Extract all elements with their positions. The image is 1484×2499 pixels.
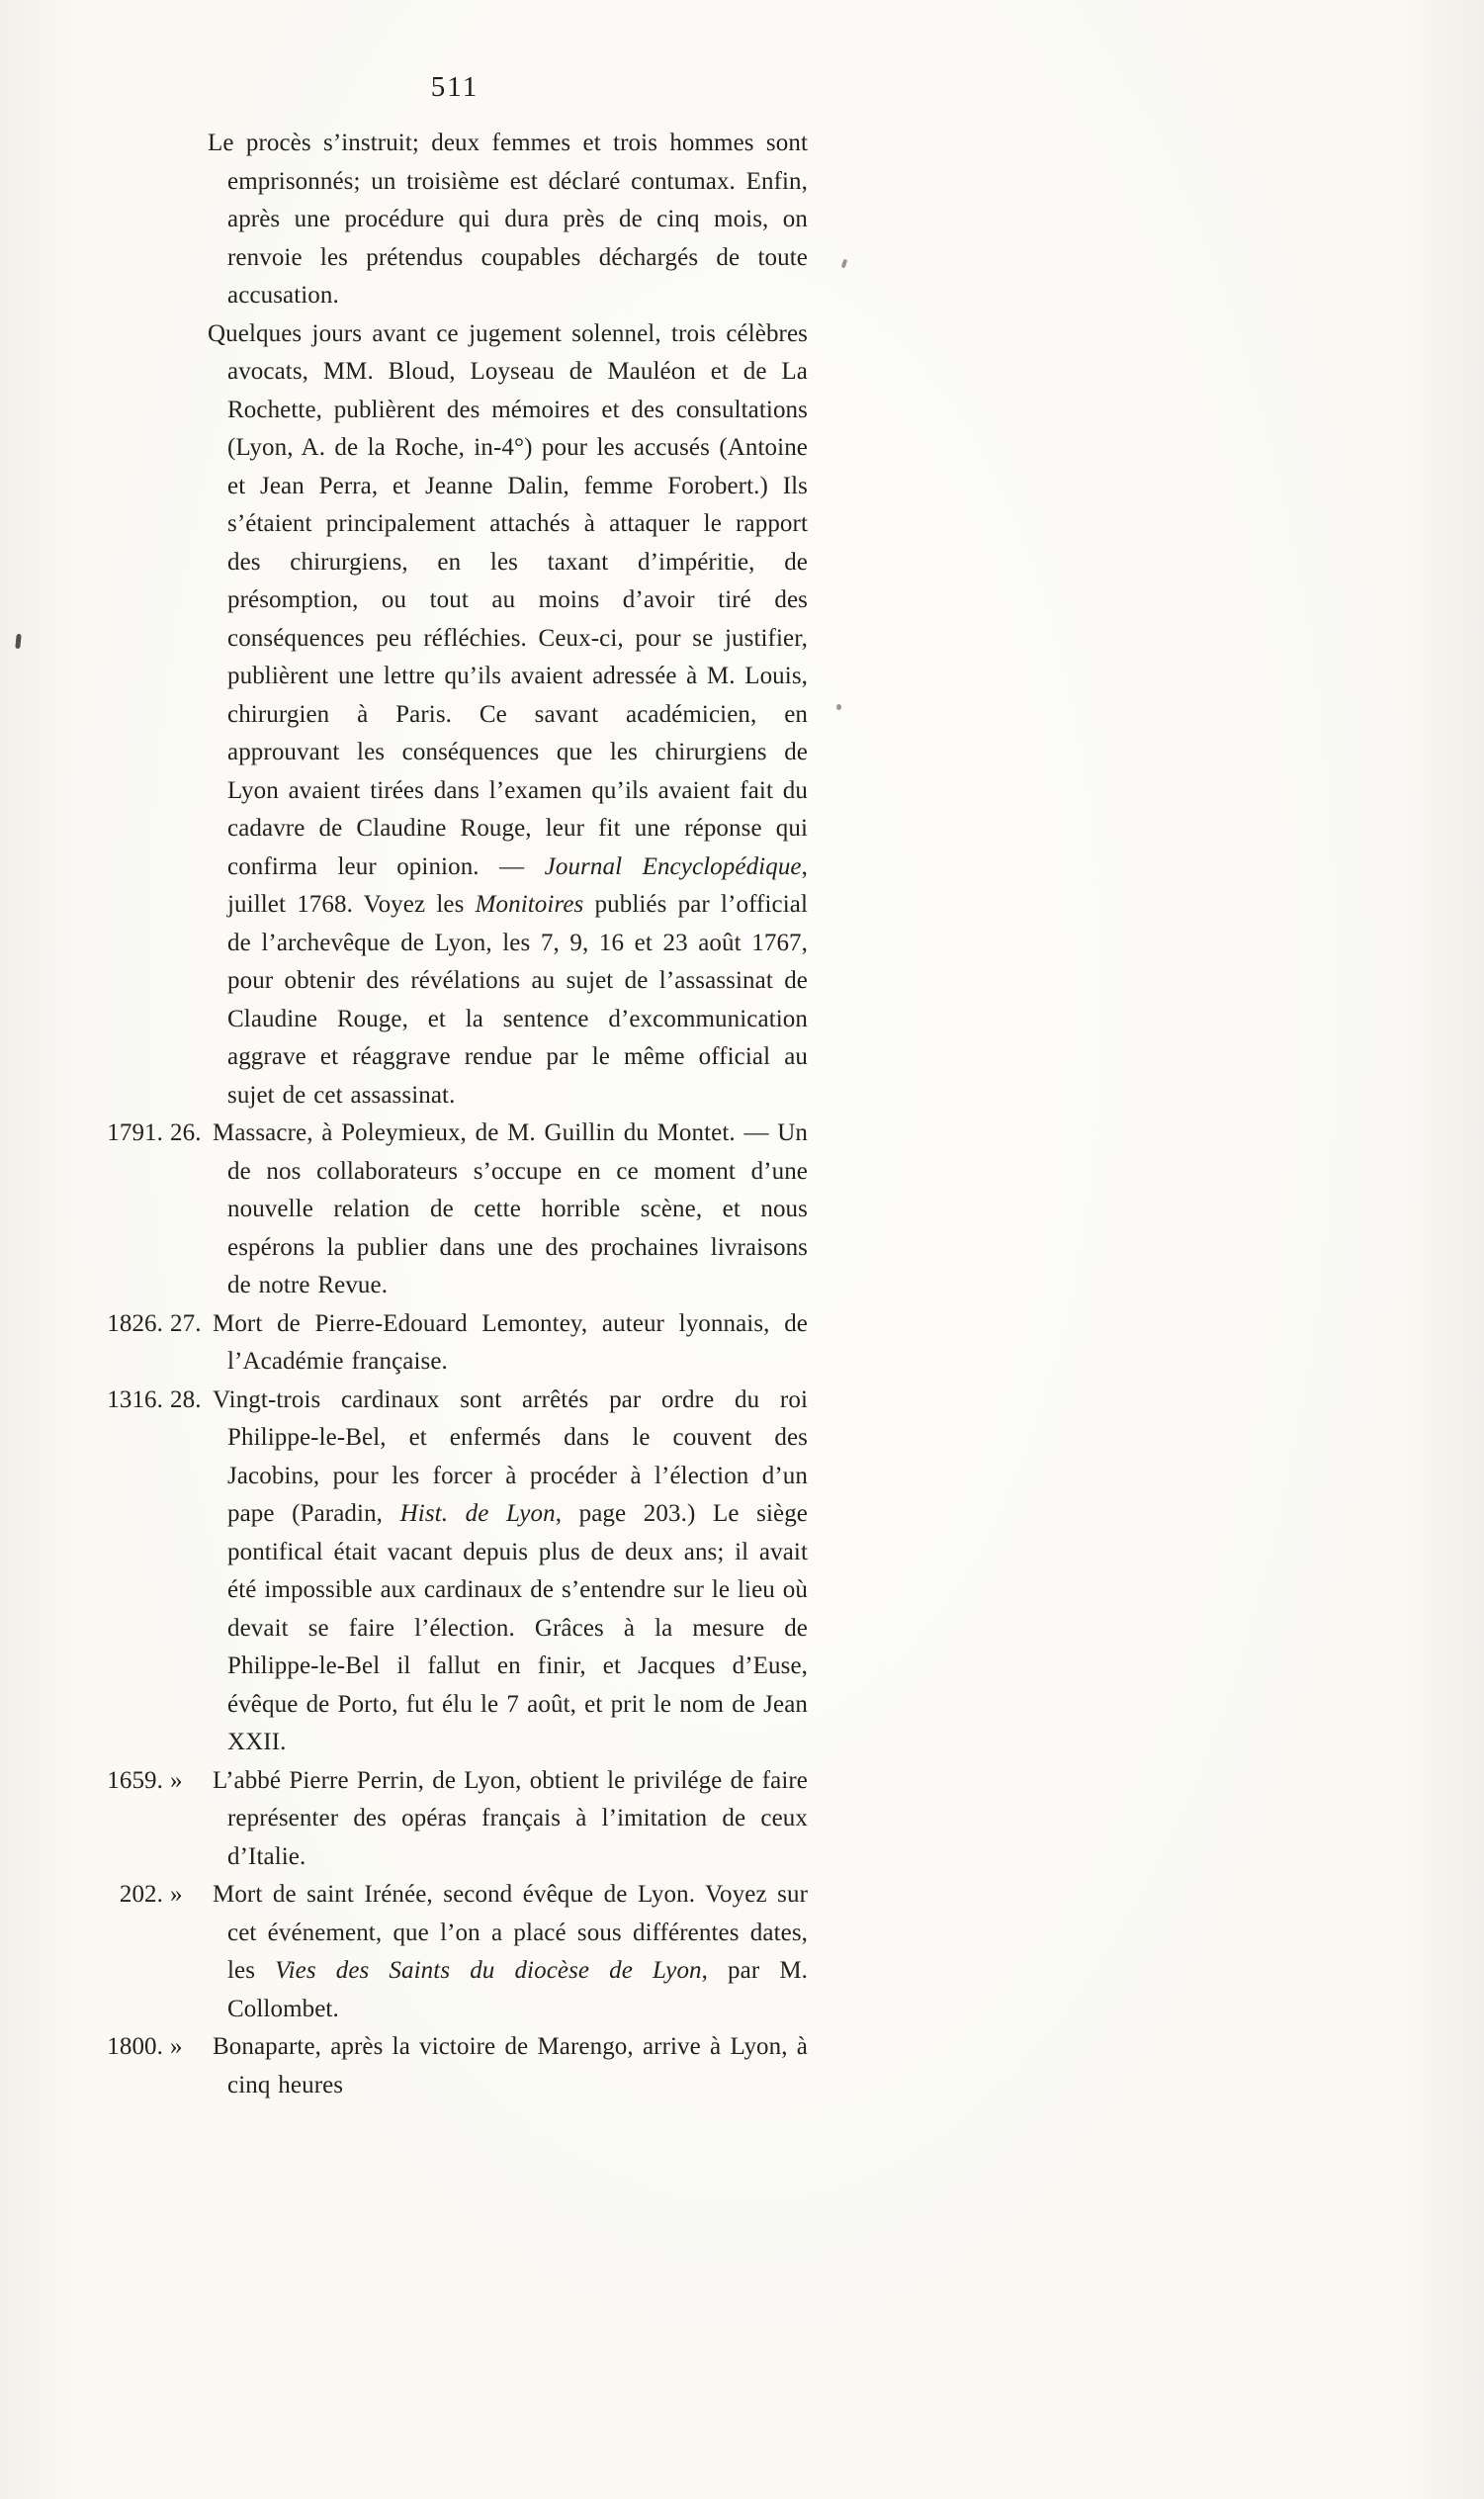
entry-year: 1791. bbox=[107, 1119, 163, 1146]
scan-speck bbox=[841, 259, 848, 269]
paragraph-avocats bbox=[104, 315, 808, 1116]
page-number: 511 bbox=[430, 71, 480, 103]
entry-year: 1659. bbox=[107, 1766, 163, 1794]
entry-1791 bbox=[104, 1115, 808, 1305]
entry-text: Mort de saint Irénée, second évêque de Lyon. Voyez sur cet événement, que l’on a placé sous différentes dates, les Vies des Saints du diocèse de Lyon, par M. Collombet. bbox=[213, 1881, 808, 2022]
entry-year: 202. bbox=[119, 1881, 163, 1908]
entry-day: 26. bbox=[170, 1119, 202, 1146]
paragraph-text: Quelques jours avant ce jugement solennel, trois célèbres avocats, MM. Bloud, Loyseau de Mauléon et de La Rochette, publièrent des mémoires et des consultations (Lyon, A. de la Roche, in-4°) pour les accusés (Antoine et Jean Perra, et Jeanne Dalin, femme Forobert.) Ils s’étaient principalement attachés à attaquer le rapport des chirurgiens, en les taxant d’impéritie, de présomption, ou tout au moins d’avoir tiré des conséquences peu réfléchies. Ceux-ci, pour se justifier, publièrent une lettre qu’ils avaient adressée à M. Louis, chirurgien à Paris. Ce savant académicien, en approuvant les conséquences que les chirurgiens de Lyon avaient tirées dans l’examen qu’ils avaient fait du cadavre de Claudine Rouge, leur fit une réponse qui confirma leur opinion. — Journal Encyclopédique, juillet 1768. Voyez les Monitoires publiés par l’official de l’archevêque de Lyon, les 7, 9, 16 et 23 août 1767, pour obtenir des révélations au sujet de l’assassinat de Claudine Rouge, et la sentence d’excommunication aggrave et réaggrave rendue par le même official au sujet de cet assassinat. bbox=[208, 319, 808, 1109]
entry-day: » bbox=[170, 2033, 183, 2060]
page-text-block bbox=[104, 125, 808, 2104]
entry-day: 28. bbox=[170, 1385, 202, 1413]
entry-202 bbox=[104, 1876, 808, 2028]
scan-speck bbox=[836, 704, 841, 710]
entry-year: 1316. bbox=[107, 1385, 163, 1413]
entry-day: » bbox=[170, 1881, 183, 1908]
entry-1826 bbox=[104, 1305, 808, 1382]
entry-day: » bbox=[170, 1766, 183, 1794]
entry-day: 27. bbox=[170, 1309, 202, 1337]
paragraph-text: Le procès s’instruit; deux femmes et trois hommes sont emprisonnés; un troisième est déclaré contumax. Enfin, après une procédure qui dura près de cinq mois, on renvoie les prétendus coupables déchargés de toute accusation. bbox=[208, 130, 808, 309]
entry-text: L’abbé Pierre Perrin, de Lyon, obtient le privilége de faire représenter des opéras français à l’imitation de ceux d’Italie. bbox=[213, 1766, 808, 1870]
entry-year: 1826. bbox=[107, 1309, 163, 1337]
entry-text: Bonaparte, après la victoire de Marengo, arrive à Lyon, à cinq heures bbox=[213, 2033, 808, 2098]
entry-year: 1800. bbox=[107, 2033, 163, 2060]
entry-text: Vingt-trois cardinaux sont arrêtés par ordre du roi Philippe-le-Bel, et enfermés dans le couvent des Jacobins, pour les forcer à procéder à l’élection d’un pape (Paradin, Hist. de Lyon, page 203.) Le siège pontifical était vacant depuis plus de deux ans; il avait été impossible aux cardinaux de s’entendre sur le lieu où devait se faire l’élection. Grâces à la mesure de Philippe-le-Bel il fallut en finir, et Jacques d’Euse, évêque de Porto, fut élu le 7 août, et prit le nom de Jean XXII. bbox=[213, 1385, 809, 1755]
scan-speck bbox=[15, 634, 22, 649]
paragraph-proces bbox=[104, 125, 808, 315]
entry-1800 bbox=[104, 2028, 808, 2104]
entry-text: Mort de Pierre-Edouard Lemontey, auteur lyonnais, de l’Académie française. bbox=[213, 1309, 808, 1375]
entry-text: Massacre, à Poleymieux, de M. Guillin du Montet. — Un de nos collaborateurs s’occupe en ce moment d’une nouvelle relation de cette horrible scène, et nous espérons la publier dans une des prochaines livraisons de notre Revue. bbox=[213, 1119, 808, 1298]
entry-1316 bbox=[104, 1382, 808, 1762]
entry-1659 bbox=[104, 1762, 808, 1877]
